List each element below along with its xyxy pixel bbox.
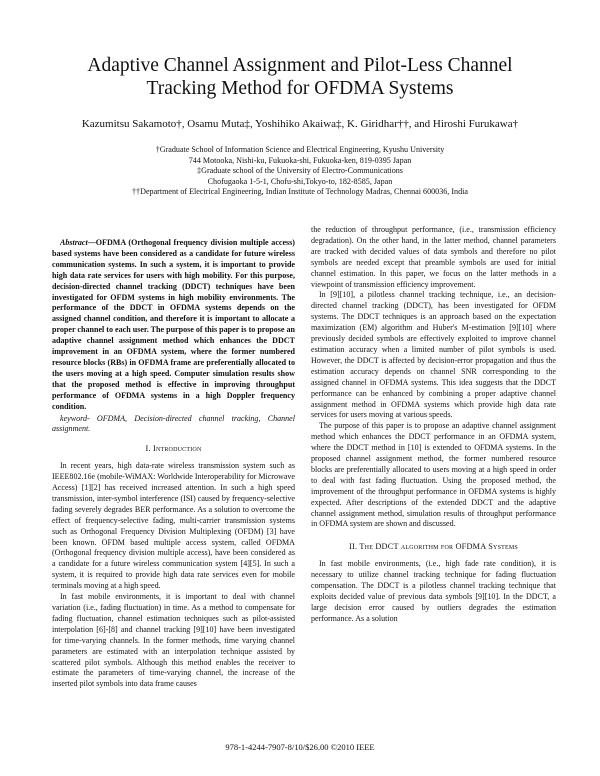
body-paragraph: In fast mobile environments, it is important to deal with channel variation (i.e., fading fluctuation) in time. As a method to compensate for fading fluctuation, channel estimation techniques such as pilot-assisted interpolation [6]-[8] and channel tracking [9][10] have been investigated for time-varying channels. In the former methods, time varying channel parameters are estimated with an interpolation technique assisted by scattered pilot symbols. Although this method enables the receiver to estimate the parameters of time-varying channel, the increase of the inserted pilot symbols into data frame causes <box>52 592 295 689</box>
body-paragraph: The purpose of this paper is to propose an adaptive channel assignment method which enhances the DDCT performance in an OFDMA system, where the DDCT method in [10] is extended to OFDMA systems. In the proposed channel assignment method, the former numbered resource blocks are preferentially allocated to users moving at a high speed in order to deal with fast fading fluctuation. Using the proposed method, the improvement of the throughput performance in OFDMA systems is highly expected. After descriptions of the extended DDCT and the adaptive channel assignment method, simulation results of throughput performance in OFDMA system are shown and discussed. <box>311 421 556 529</box>
affiliations <box>30 145 570 198</box>
affiliation-line: Chofugaoka 1-5-1, Chofu-shi,Tokyo-to, 182-8585, Japan <box>207 176 393 186</box>
abstract <box>52 238 295 413</box>
affiliation-line: ††Department of Electrical Engineering, Indian Institute of Technology Madras, Chennai 600036, India <box>132 187 468 196</box>
body-paragraph: In fast mobile environments, (i.e., high fade rate condition), it is necessary to utilize channel tracking technique for fading fluctuation compensation. The DDCT is a pilotless channel tracking technique that exploits decided value of previous data symbols [9][10]. In the DDCT, a large decision error caused by outliers degrades the estimation performance. As a solution <box>311 559 556 623</box>
body-paragraph: In [9][10], a pilotless channel tracking technique, i.e., an decision-directed channel tracking (DDCT), has been investigated for OFDM systems. The DDCT techniques is an approach based on the expectation maximization (EM) algorithm and Huber's M-estimation [9][10] where previously decided symbols are effectively exploited to improve channel estimation accuracy when a limited number of pilot symbols is used. However, the DDCT is affected by decision-error propagation and thus the estimation accuracy depends on channel SNR corresponding to the assigned channel in OFDMA systems. This idea suggests that the DDCT performance can be enhanced by combining a proper adaptive channel assignment method in OFDMA systems which provide high data rate services for users moving at various speeds. <box>311 290 556 420</box>
title-line-2: Tracking Method for OFDMA Systems <box>146 78 454 99</box>
abstract-lead: Abstract— <box>60 238 96 247</box>
left-column <box>52 238 295 690</box>
abstract-body: OFDMA (Orthogonal frequency division multiple access) based systems have been considered as a candidate for future wireless communication systems. In such a system, it is important to provide high data rate services for users with high mobility. For this purpose, decision-directed channel tracking (DDCT) techniques have been investigated for OFDM systems in high mobility environments. The performance of the DDCT in OFDMA systems depends on the assigned channel condition, and therefore it is important to allocate a proper channel to each user. The purpose of this paper is to propose an adaptive channel assignment method which enhances the DDCT improvement in an OFDMA system, where the former numbered resource blocks (RBs) in OFDMA frame are preferentially allocated to the users moving at a high speed. Computer simulation results show that the proposed method is effective in improving throughput performance of OFDMA systems in a high Doppler frequency condition. <box>52 238 295 411</box>
section-heading-ddct: II. The DDCT algorithm for OFDMA Systems <box>349 542 518 552</box>
right-column <box>311 225 556 625</box>
affiliation-line: †Graduate School of Information Science and Electrical Engineering, Kyushu University <box>155 145 445 154</box>
author-list: Kazumitsu Sakamoto†, Osamu Muta‡, Yoshihiko Akaiwa‡, K. Giridhar††, and Hiroshi Furukawa† <box>81 118 519 130</box>
affiliation-line: ‡Graduate school of the University of Electro-Communications <box>197 166 403 175</box>
paper-title <box>40 54 560 100</box>
section-heading-introduction: I. Introduction <box>145 444 202 454</box>
keywords: keyword- OFDMA, Decision-directed channel tracking, Channel assignment. <box>52 413 295 434</box>
affiliation-line: 744 Motooka, Nishi-ku, Fukuoka-shi, Fukuoka-ken, 819-0395 Japan <box>188 155 412 165</box>
body-paragraph: the reduction of throughput performance, (i.e., transmission efficiency degradation). On the other hand, in the latter method, channel parameters are tracked with decided values of data symbols and therefore no pilot symbols are needed except that preamble symbols are used for initial channel estimation. In this paper, we focus on the latter methods in a viewpoint of transmission efficiency improvement. <box>311 225 556 289</box>
body-paragraph: In recent years, high data-rate wireless transmission system such as IEEE802.16e (mobile-WiMAX: Worldwide Interoperability for Microwave Access) [1][2] has received increased attention. In such a high speed transmission, inter-symbol interference (ISI) caused by frequency-selective fading severely degrades BER performance. As a solution to overcome the effect of frequency-selective fading, multi-carrier transmission systems such as Orthogonal Frequency Division Multiplexing (OFDM) [3] have been known. OFDM based multiple access system, called OFDMA (Orthogonal frequency division multiple access), have been considered as a candidate for a future wireless communication system [4][5]. In such a system, it is required to provide high data rate services even for mobile terminals moving at a high speed. <box>52 461 295 591</box>
title-line-1: Adaptive Channel Assignment and Pilot-Less Channel <box>87 55 513 76</box>
copyright-footer: 978-1-4244-7907-8/10/$26.00 ©2010 IEEE <box>225 742 375 752</box>
